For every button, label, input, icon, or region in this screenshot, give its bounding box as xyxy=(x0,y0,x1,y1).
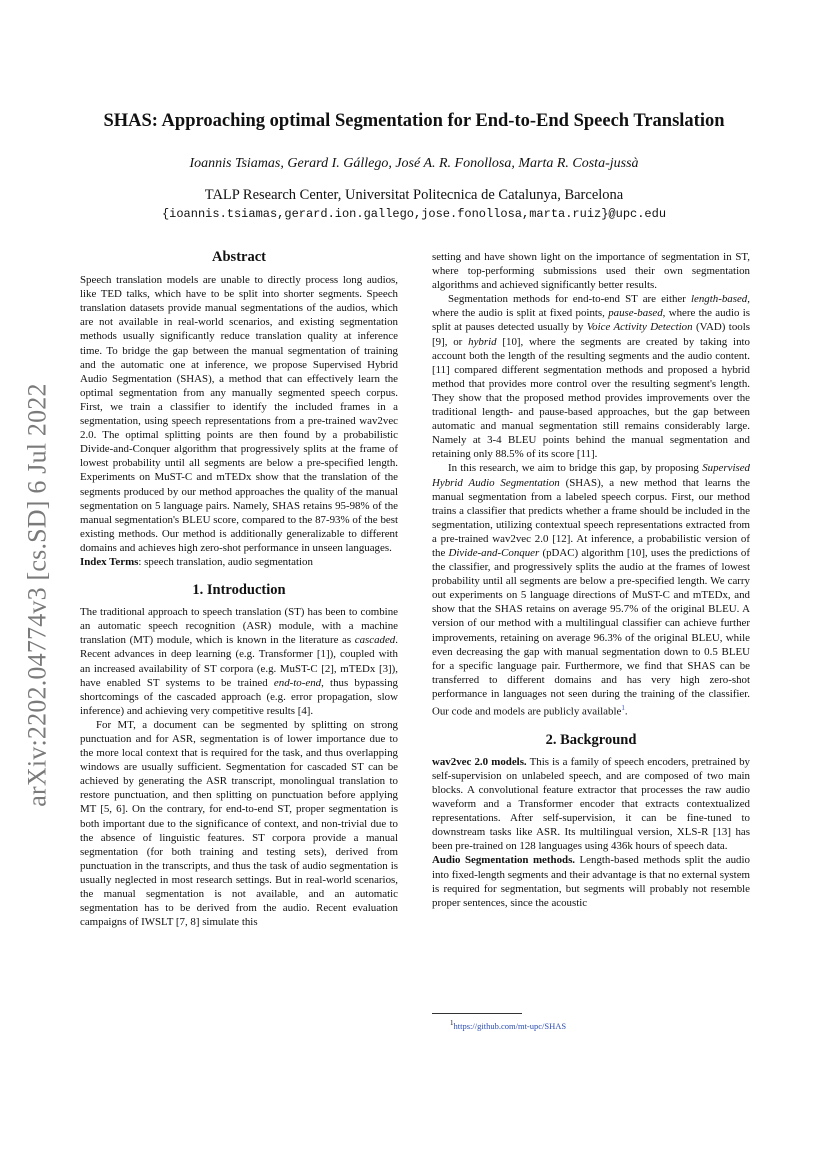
index-terms xyxy=(80,555,398,569)
left-column xyxy=(80,250,398,929)
author-emails: {ioannis.tsiamas,gerard.ion.gallego,jose.fonollosa,marta.ruiz}@upc.edu xyxy=(161,207,667,221)
text-run-italic: Voice Activity Detection xyxy=(586,321,693,334)
affiliation: TALP Research Center, Universitat Politecnica de Catalunya, Barcelona xyxy=(204,187,624,203)
run-in-heading: wav2vec 2.0 models. xyxy=(432,755,527,768)
intro-paragraph-5 xyxy=(432,461,750,718)
arxiv-identifier: arXiv:2202.04774v3 [cs.SD] 6 Jul 2022 xyxy=(23,383,52,807)
text-run: , thus bypassing shortcomings of the cascaded approach (e.g. error propagation, slow inference) and achieving very competitive results [4]. xyxy=(80,676,398,717)
abstract-heading: Abstract xyxy=(212,249,266,265)
text-run-italic: hybrid xyxy=(468,335,497,348)
index-terms-text: : speech translation, audio segmentation xyxy=(138,555,313,568)
arxiv-side-stamp xyxy=(18,375,58,815)
paper-title: SHAS: Approaching optimal Segmentation for End-to-End Speech Translation xyxy=(103,111,725,131)
text-run: . xyxy=(624,705,628,718)
footnote-divider xyxy=(432,1013,522,1014)
text-run-italic: length-based xyxy=(691,293,748,306)
section-heading-introduction: 1. Introduction xyxy=(192,582,286,599)
text-run: The traditional approach to speech translation (ST) has been to combine an automatic speech recognition (ASR) module, with a machine translation (MT) module, which is known in the literature as xyxy=(80,606,398,647)
run-in-heading: Audio Segmentation methods. xyxy=(432,854,576,867)
intro-paragraph-4 xyxy=(432,292,750,461)
section-heading-background: 2. Background xyxy=(545,731,637,748)
text-run-italic: Supervised Hybrid Audio Segmentation xyxy=(432,462,750,489)
footnote-marker[interactable]: 1 xyxy=(621,704,625,712)
footnote xyxy=(450,1019,566,1031)
text-run: Segmentation methods for end-to-end ST are either xyxy=(448,293,691,306)
intro-paragraph-1 xyxy=(80,605,398,718)
text-run-italic: cascaded xyxy=(354,634,396,647)
text-run-italic: pause-based xyxy=(608,307,663,320)
text-run-italic: Divide-and-Conquer xyxy=(448,546,540,559)
background-paragraph-segmentation xyxy=(432,853,750,909)
text-run: (pDAC) algorithm [10], uses the predictions of the classifier, and progressively splits the audio at the frames of lowest probability until all segments are below a pre-specified length. We carry out experiments on 5 language directions of MuST-C and mTEDx, and show that the SHAS retains on average 95.7% of the original BLEU. A version of our method with a multilingual classifier can achieve further improvements, retaining on average 96.3% of the original BLEU, while even decreasing the gap with manual segmentation down to 0.5 BLEU for a specific language pair. Furthermore, we find that SHAS can be transferred to different domains and has very high zero-shot performance in languages not seen during the training of the classifier. Our code and models are publicly available xyxy=(432,546,750,718)
text-run: [10], where the segments are created by taking into account both the length of the resulting segments and the audio content. [11] compared different segmentation methods and proposed a hybrid method that provides more control over the resulting segment's length. They show that the proposed method provides improvements over the traditional length- and pause-based approaches, but the gap between automatic and manual segmentation still remains considerably large. Namely at 3-4 BLEU points behind the manual segmentation and retaining only 88.5% of its score [11]. xyxy=(432,335,750,461)
text-run-italic: end-to-end xyxy=(273,676,322,689)
footnote-link[interactable]: https://github.com/mt-upc/SHAS xyxy=(453,1020,567,1031)
intro-paragraph-2: For MT, a document can be segmented by splitting on strong punctuation and for ASR, segmentation is of lower importance due to the more local context that is required for the task, and thus overlapping windows are usually sufficient. Segmentation for cascaded ST can be achieved by generating the ASR transcript, monolingual translation to restore punctuation, and then splitting on punctuation before applying MT [5, 6]. On the contrary, for end-to-end ST, proper segmentation is both important due to the significance of context, and non-trivial due to the absence of linguistic features. ST corpora provide a manual segmentation (for both training and testing sets), derived from punctuation in the transcripts, and thus the task of audio segmentation is usually neglected in most research settings. But in real-world scenarios, the manual segmentation is not available, and an automatic segmentation has to be derived from the audio. Recent evaluation campaigns of IWSLT [7, 8] simulate this xyxy=(80,718,398,929)
text-run: (SHAS), a new method that learns the manual segmentation from a labeled speech corpus. First, our method trains a classifier that predicts whether a frame should be included in the segmentation, utilizing contextual speech representations extracted from a pre-trained wav2vec 2.0 [12]. At inference, a probabilistic version of the xyxy=(432,476,750,559)
text-run: (VAD) tools [9], or xyxy=(432,321,750,348)
abstract-text: Speech translation models are unable to directly process long audios, like TED talks, which have to be split into shorter segments. Speech translation datasets provide manual segmentations of the audios, which are not available in real-world scenarios, and existing segmentation methods usually significantly reduce translation quality at inference time. To bridge the gap between the manual segmentation of training and the automatic one at inference, we propose Supervised Hybrid Audio Segmentation (SHAS), a method that can effectively learn the optimal segmentation from any manually segmented speech corpus. First, we train a classifier to identify the included frames in a segmentation, using speech representations from a pre-trained wav2vec 2.0. The optimal splitting points are then found by a probabilistic Divide-and-Conquer algorithm that progressively splits at the frame of lowest probability until all segments are below a pre-specified length. Experiments on MuST-C and mTEDx show that the translation of the segments produced by our method approaches the quality of the manual segmentation on 5 language pairs. Namely, SHAS retains 95-98% of the manual segmentation's BLEU score, compared to the 87-93% of the best existing methods. Our method is additionally generalizable to different domains and achieves high zero-shot performance in unseen languages. xyxy=(80,274,398,554)
background-paragraph-wav2vec xyxy=(432,755,750,854)
right-column xyxy=(432,250,750,910)
text-run: This is a family of speech encoders, pretrained by self-supervision on unlabeled speech, and are composed of two main blocks. A convolutional feature extractor that processes the raw audio waveform and a Transformer encoder that extracts contextualized representations. After self-supervision, it can be fine-tuned to downstream tasks like ASR. Its multilingual version, XLS-R [13] has been pre-trained on 128 languages using 436k hours of speech data. xyxy=(432,755,750,853)
text-run: , where the audio is split at pauses detected usually by xyxy=(432,307,751,334)
text-run: . Recent advances in deep learning (e.g. Transformer [1]), coupled with an increased availability of ST corpora (e.g. MuST-C [2], mTEDx [3]), have enabled ST systems to be trained xyxy=(80,634,398,689)
text-run: Length-based methods split the audio into fixed-length segments and their advantage is that no external system is required for segmentation, but segments will probably not resemble proper sentences, since the acoustic xyxy=(432,854,750,909)
index-terms-label: Index Terms xyxy=(80,555,139,568)
footnote-number: 1 xyxy=(450,1019,454,1027)
text-run: , where the audio is split at fixed points, xyxy=(432,293,750,320)
author-list: Ioannis Tsiamas, Gerard I. Gállego, José A. R. Fonollosa, Marta R. Costa-jussà xyxy=(189,156,639,171)
intro-paragraph-3: setting and have shown light on the importance of segmentation in ST, where top-performing submissions used their own segmentation algorithms and achieved significantly better results. xyxy=(432,251,750,292)
text-run: In this research, we aim to bridge this gap, by proposing xyxy=(448,462,703,475)
